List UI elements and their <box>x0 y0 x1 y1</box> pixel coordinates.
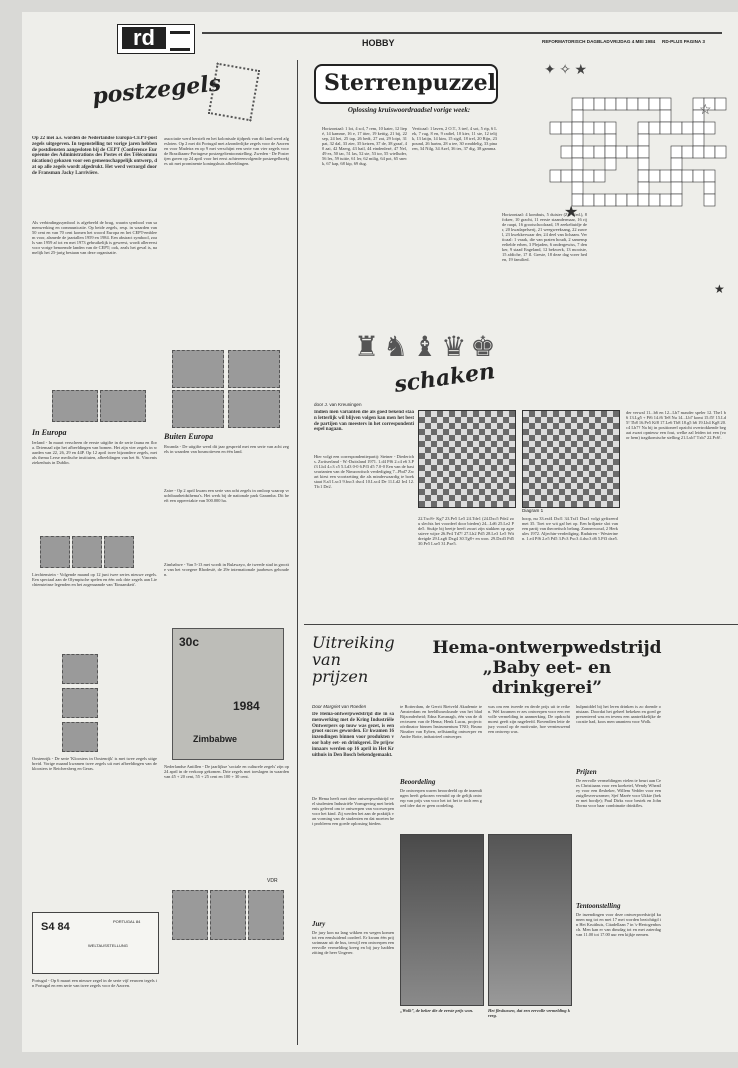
buiten-europa-heading: Buiten Europa <box>164 432 214 441</box>
puzzle-cell <box>649 170 660 182</box>
star-decoration-2: ☆ <box>699 103 712 118</box>
hema-col3: was om een tweede en derde prijs uit te reiken. Wel kwamen er zes ontwerpen voor een eervolle vermelding in aanmerking. De opdracht moest geeft zijn nageleefd. Bovendien lette de jury vooral op de motivatie, hoe vernieuwend een ontwerp was. <box>488 704 570 734</box>
puzzle-cell <box>649 98 660 110</box>
puzzle-cell <box>572 98 583 110</box>
stamp-liechtenstein-3 <box>62 722 98 752</box>
schaken-title: schaken <box>392 358 497 398</box>
cover-exhibition-text: WELTAUSSTELLUNG <box>88 943 128 948</box>
schaken-col1: Hier volgt een correspondentiepartij: Steiner - Diederichs. Zwitserland - W.-Duitsland 1971. 1.d4 Pf6 2.c4 e6 3.Pf3 Lb4 4.c3 c5 5.Ld3 0-0 6.Pf3 d5 7.0-0 Een van de basisvarianten van de Nimzowitsch verdediging 7...Pbd7 Zwart kiest een voortzetting die als minderwaardig te boek staat 8.a3 Lxc3 9.bxc3 dxc4 10.Lxc4 De 11.Ld2 Ie4 12.Tfc1 De2. <box>314 454 414 489</box>
stamp-sweden-4 <box>228 390 280 428</box>
jury-heading: Jury <box>312 920 326 928</box>
postzegels-body: Als verbindingssymbool is afgebeeld de brug, waarin symbool van samenwerking en communicatie. Op beide zegels, resp. in waarden van 50 cent en van 70 cent komen het woord Europa en het CEPT-embleem voor, alsmede de jaartallen 1959 en 1984. Een abstract symbool, zoals van 1959 af tot en met 1973 gebruikelijk is geweest, wordt allereerst voor vorige benoemde landen van de CEPT; ook, zeals het geval is, namelijk het 25-jarig bestaan van deze organisatie. <box>32 220 157 255</box>
puzzle-cell <box>660 110 671 122</box>
puzzle-cell <box>660 170 671 182</box>
portugal-text: Portugal - Op 6 maart een nieuwe zegel in de serie vijf eeuwen tegels in Portugal en een serie van twee zegels voor de Azoren. <box>32 978 157 988</box>
puzzle-cell <box>561 146 572 158</box>
puzzle-cell <box>704 122 715 134</box>
stamp-ireland-2 <box>72 536 102 568</box>
puzzle-cell <box>649 194 660 206</box>
puzzle-cell <box>550 170 561 182</box>
puzzle-cell <box>715 98 726 110</box>
schaken-col2: 22.Txc8+ Kg7 23.Pe5 Le5 24.Tde1 (24.Dxc5 Pde2 zou slechts het voordeel door bieden) 24...Ld6 25.Le2 Pde5. Stukje bij beetje heeft zwart zijn stukken op agressieve wijze 26.Pe4 Td7! 27.Lh2 Pd5 28.Le3 Le5 Wit dreigde 29.Lxg6 Dxg4 30.Tg8+ en won. 29.Dxd3 Pd5 30.Pe5 Lxe5 31.Pxe5. <box>418 516 514 546</box>
header-rule <box>202 32 722 34</box>
hema-body: De Hema heeft met deze ontwerpwedstrijd veel studenten Industriële Vormgeving met betekenis geleerd om te ontwerpen van voorwerpen voor het kind. Zij werden het aan de praktijk van vorming van de studenten en dat moeten het probleem een goede oplossing bieden. <box>312 796 394 826</box>
stamp-ireland-1 <box>40 536 70 568</box>
sterrenpuzzel-section <box>304 62 738 322</box>
puzzle-cell <box>638 98 649 110</box>
puzzle-cell <box>572 158 583 170</box>
puzzle-clues: Horizontaal: 4 kombuis, 5 duister (Zd. Ned.), 8 fokrer, 10 gracht, 11 eerste staandermaar, 16 rij de raapt, 16 grootschoolraad, 19 zeekeltuidje der, 20 kwadapelserij, 21 weegweeksang, 22 zuwel, 23 kwekkerwaar der, 24 deel van lichaam. Verticaal: 1 vraak, die van praten houdt, 2 samenspeeltelde erhen, 3 Plejaden, 6 ondergewiss, 7 denker, 9 staad Engeland, 12 bekwerk, 13 mooiste, 15 afdiche, 17 fl. Greste, 18 deze dag vorer heden, 19 familied. <box>502 212 587 262</box>
puzzle-cell <box>605 98 616 110</box>
puzzle-cell <box>572 146 583 158</box>
puzzle-cell <box>583 122 594 134</box>
puzzle-cell <box>572 122 583 134</box>
diagram-label: Diagram 1 <box>522 508 544 513</box>
zimbabwe-text: Zimbabwe - Van 5-13 mei wordt in Bulawayo, de tweede stad in grootte van het vroegere Rhodesië, de 29e internationale jaarbeurs gehouden. <box>164 562 289 577</box>
sterrenpuzzel-title: Sterrenpuzzel <box>324 70 496 96</box>
puzzle-cell <box>594 146 605 158</box>
hema-col4: hulpmiddel bij het leren drinken is zo doende ontstaan. Doordat het geheel bekeken en goed gepresenteerd was en tevens een aantrekkelijke decoratie had, koos men unaniem voor Wolk. <box>576 704 661 724</box>
puzzle-cell <box>693 146 704 158</box>
puzzle-cell <box>682 170 693 182</box>
star-decoration-4: ★ <box>714 282 725 296</box>
stamp-value-30c: 30c <box>179 635 200 649</box>
solution-vertical: Verticaal: 1 laven, 2 O.T., 3 tref, 4 sot, 5 rip, 6 Lek, 7 rug, 8 en, 9 radiel, 10 kier, 11 ste, 12 telijk, 13 latijn, 14 kim, 15 sigil, 18 trel, 20 Rijn, 23 pound, 26 hartm, 28 u tee, 30 ronddelig, 33 pinaren, 34 Nilg, 34 Azel, 36 tes, 37 dig, 38 gamma. <box>412 126 497 151</box>
puzzle-cell <box>704 146 715 158</box>
stamp-outline-decoration <box>208 63 260 122</box>
solution-heading: Oplossing kruiswoordraadsel vorige week: <box>347 106 471 114</box>
in-europa-heading: In Europa <box>32 428 67 437</box>
puzzle-cell <box>550 122 561 134</box>
cover-vertical-text: PORTUGAL 84 <box>113 919 141 924</box>
puzzle-cell <box>594 194 605 206</box>
puzzle-cell <box>594 170 605 182</box>
puzzle-cell <box>638 182 649 194</box>
puzzle-cell <box>671 146 682 158</box>
portugal-cover <box>32 912 159 974</box>
puzzle-cell <box>561 122 572 134</box>
cover-s84-mark: S4 84 <box>41 921 70 933</box>
puzzle-cell <box>693 134 704 146</box>
section-divider <box>304 624 738 625</box>
puzzle-cell <box>583 98 594 110</box>
stamp-sweden-3 <box>172 390 224 428</box>
puzzle-cell <box>572 170 583 182</box>
puzzle-cell <box>682 122 693 134</box>
stamp-sweden-2 <box>228 350 280 388</box>
prijzen-text: De eervolle vermeldingen vielen te beurt aan Cees Christiaans voor een koeketel, Wendy Wheatley voor een flesbeker, Willem Vedder voor een zuigflesverwarmer; Sjef Marée voor Ukkie (beker met bordje); Paul Dirks voor bestek en John Dorna voor baar combinatie drinkfles. <box>576 778 661 808</box>
postzegels-title: postzegels <box>90 70 223 110</box>
uitreiking-title-line1: Uitreiking <box>312 633 395 652</box>
puzzle-cell <box>693 170 704 182</box>
puzzle-cell <box>660 194 671 206</box>
puzzle-cell <box>715 146 726 158</box>
stamp-europa-2 <box>100 390 146 422</box>
stamp-ireland-3 <box>104 536 134 568</box>
puzzle-cell <box>561 170 572 182</box>
puzzle-cell <box>638 146 649 158</box>
zimbabwe-stamp-block <box>172 628 284 760</box>
chess-pieces-illustration: ♜♞♝♛♚ <box>354 332 500 363</box>
uitreiking-title-line3: prijzen <box>312 667 369 686</box>
solution-horizontal: Horizontaal: 1 lot, 4 sol, 7 rem, 10 kater, 12 liepé, 14 kamme, 16 e, 17 itter, 19 kettig, 21 bij, 22 sep, 24 hei, 25 tap, 26 bedt, 27 zat, 29 loipt, 31 pat, 32 dal, 33 zier, 35 keizen, 37 de, 38 graaf, 40 aai, 42 Maerg, 43 hail, 44 eindenlezé, 47 Nel, 49 ez, 50 tac, 51 las, 52 ste, 53 tor, 55 wielluder, 56 les, 59 tuitie, 61 ler, 62 milig, 64 pot, 65 sneck, 67 kap, 68 kip, 69 dug. <box>322 126 407 166</box>
header-bar <box>22 24 738 52</box>
stamp-europa-1 <box>52 390 98 422</box>
beoordeling-text: De ontwerpen waren beoordeeld op de inzendingen heeft gekozen vermitd op de gelijk ontwerp van prijs van voor het tot het te toch een goed idee dat er geen oordeling. <box>400 788 482 808</box>
stamp-country-zimbabwe: Zimbabwe <box>193 734 238 744</box>
rwanda-text: Rwanda - De uitgifte werd dit jaar gespreid met een serie van acht zegels in waarden van bosmotieven en één land. <box>164 444 289 454</box>
caption-flesbussen: Het flesbussen, dat een eervolle vermelding kreeg. <box>488 1008 570 1018</box>
postzegels-section <box>32 60 292 1045</box>
puzzle-cell <box>627 98 638 110</box>
puzzle-cell <box>572 134 583 146</box>
caption-wolk: „Wolk”, de beker die de eerste prijs won. <box>400 1008 474 1013</box>
hema-lead: De Hema-ontwerpwedstrijd die in samenwerking met de Kring Industriële Ontwerpers op touw was gezet, is een groot succes geworden. Er kwamen 16 inzendingen binnen voor produkten voor baby eet- en drinkgerei. De prijswinnaars werden op 16 april in Het Kruithuis in Den Bosch bekendgemaakt. <box>312 712 394 758</box>
puzzle-cell <box>605 158 616 170</box>
chess-diagram-1 <box>418 410 516 508</box>
hema-author: Door Margriet van Roeden <box>312 704 367 709</box>
postzegels-col2: associatie werd herstelt en het kolonisale tijdperk van dit land werd afgesloten. Op 2 mei dit Portugal met afzonderlijke zegels voor de Azoren en voor Madeira en op 9 mei verschijnt een serie van vier zegels voor de Braziliaans-Portugese postzegeltentoonstelling. Zweden - De Posterijen gaven op 24 april voor het eerst achtereenvolgende postzegelboekjes uit met prominente koningshuis afbeeldingen. <box>164 136 289 166</box>
stamp-antillen-1 <box>172 890 208 940</box>
publication-name: REFORMATORISCH DAGBLAD <box>542 39 610 44</box>
puzzle-cell <box>627 146 638 158</box>
puzzle-cell <box>605 122 616 134</box>
tentoonstelling-text: De inzendingen voor deze ontwerpwedstrijd kunnen nog tot en met 17 mei worden bezichtigd in Het Kruithuis, Citadellaan 7 in 's-Hertogenbosch. Men kan er van dinsdag tot en met zaterdag van 11.00 tot 17.00 uur een kijkje nemen. <box>576 912 661 937</box>
puzzle-cell <box>704 194 715 206</box>
jury-text: De jury kon na lang wikken en wegen komen tot een eensluidend oordeel. Er kwam één prijswinnaar uit de bus, terwijl een ontwerpen een eervolle vermelding kreeg en bij jury hadden zitting de heer Ungerer. <box>312 930 394 955</box>
puzzle-cell <box>583 194 594 206</box>
oostenrijk-text: Oostenrijk - De serie 'Kloosters in Oostenrijk' is met twee zegels uitgebreid. Vorige maand kwamen twee zegels uit met afbeeldingen van de kloosters te Reichersberg en Geras. <box>32 756 157 771</box>
puzzle-cell <box>616 194 627 206</box>
stamp-liechtenstein-2 <box>62 688 98 718</box>
puzzle-cell <box>704 182 715 194</box>
hema-headline: Hema-ontwerpwedstrijd „Baby eet- en drinkgerei” <box>432 638 662 698</box>
stamp-liechtenstein-1 <box>62 654 98 684</box>
antillen-text: Nederlandse Antillen - De jaarlijkse 'sociale en culturele zegels' zijn op 24 april in de verkoop gekomen. Drie zegels met toeslagen in waarden van 45 + 20 cent, 55 + 25 cent en 100 + 30 cent. <box>164 764 289 779</box>
photo-wolk-beker <box>400 834 484 1006</box>
in-europa-text: Ierland - In maart verscheen de eerste uitgifte in de serie fauna en flora. Driemaal zijn het afbeeldingen van bomen. Het zijn vier zegels in waarden van 22, 26, 29 en 44P. Op 12 april twee bijzondere zegels, met als thema Lerse medische instituten, afbeeldingen van het St. Vincents ziekenhuis in Dublin. <box>32 440 157 465</box>
logo-text: rd <box>122 27 166 49</box>
puzzle-cell <box>682 146 693 158</box>
zaire-text: Zaire - Op 2 april kwam een serie van acht zegels in omloop waarop vruchtbaarheidsthema's. Het werk bij de nationale park Garamba. Dit heeft een opperviakte van 500.000 ha. <box>164 488 289 503</box>
puzzle-cell <box>594 98 605 110</box>
star-decoration: ✦ ✧ ★ <box>544 63 588 78</box>
puzzle-cell <box>616 146 627 158</box>
stamp-year-1984: 1984 <box>233 699 260 713</box>
star-decoration-3: ★ <box>564 204 579 221</box>
newspaper-page <box>22 12 738 1052</box>
puzzle-cell <box>627 194 638 206</box>
schaken-lead: Indien men varianten die als goed bekend staan letterlijk wil blijven volgen kan men het best de partijen van meesters in het correspondentiespel nagaan. <box>314 410 414 433</box>
hema-col2: te Rotterdam, de Gerrit Rietveld Akademie te Amsterdam en beeldhouwkunde van het blad Bijzonderheid; Edna Kavanagh, één van de directeuren van de Hema; Henk Lucas, projectcoördinator binnen Instrumentum TNO; Bruno Ninaber van Eyben, zelfstandig ontwerper en Andre Rotte, industrieel ontwerper. <box>400 704 482 739</box>
stamp-antillen-3 <box>248 890 284 940</box>
puzzle-cell <box>605 134 616 146</box>
beoordeling-heading: Beoordeling <box>400 778 436 786</box>
puzzle-cell <box>638 134 649 146</box>
puzzle-cell <box>671 170 682 182</box>
uitreiking-title-line2: van <box>312 650 341 669</box>
puzzle-cell <box>638 170 649 182</box>
photo-flesbussen <box>488 834 572 1006</box>
puzzle-cell <box>572 182 583 194</box>
puzzle-cell <box>693 122 704 134</box>
postzegels-title-banner <box>32 60 287 130</box>
puzzle-cell <box>671 158 682 170</box>
puzzle-cell <box>660 98 671 110</box>
stamp-sweden-1 <box>172 350 224 388</box>
uitreiking-section <box>304 628 738 1048</box>
puzzle-cell <box>638 122 649 134</box>
puzzle-cell <box>572 110 583 122</box>
postzegels-lead: Op 22 mei a.s. worden de Nederlandse Europa-CEPT-postzegels uitgegeven. In tegenstelling tot vorige jaren hebben de postdiensten aangesloten bij de CEPT (Conference Européenne des Administrations des Postes et des Télécommunications) gekozen voor een gemeenschappelijk ontwerp, dat op alle zegels wordt afgedrukt. Het werd verzorgd door de Fransman Jacky Larrivière. <box>32 136 157 176</box>
puzzle-cell <box>616 98 627 110</box>
puzzle-cell <box>594 122 605 134</box>
uitreiking-title <box>312 634 402 685</box>
column-divider <box>297 60 298 1045</box>
puzzle-cell <box>605 194 616 206</box>
puzzle-cell <box>638 194 649 206</box>
puzzle-cell <box>638 158 649 170</box>
puzzle-cell <box>671 182 682 194</box>
puzzle-cell <box>583 146 594 158</box>
liechtenstein-text: Liechtenstein - Volgende maand op 12 juni twee series nieuwe zegels. Een speciaal aan de Olympische spelen en één ook drie zegels aan Liechtensteinse legenden en het zogenaamde van 'Einsamkeit'. <box>32 572 157 587</box>
tentoonstelling-heading: Tentoonstelling <box>576 902 621 910</box>
schaken-col4: der verwal 11...b6 en 12...Lb7 maxder speler 12. The1 b6 13.Lg5 + Pf6 14.f6 Te8 Nu 14...Lb7 komt 15.f5! 15.Ld5! Tb8 16.Pe5 Kf8 17.Le6 Tb8 18.g5 h6 19.Lh4 Kg8 20.c4 Lb7? Na bij in positioneel opzicht overtrokkende begaat zwart opnieuw een fout, welke zal leiden tot een (voor hem) tragikomische stelling 21.Lxb7 Txb7 22.Pc6!. <box>626 410 726 440</box>
section-title: HOBBY <box>362 38 395 48</box>
puzzle-cell <box>605 146 616 158</box>
signature-vdr: VDR <box>267 878 278 884</box>
puzzle-cell <box>660 122 671 134</box>
dateline: VRIJDAG 4 MEI 1984 <box>610 39 656 44</box>
schaken-author: door J. van Kreuningen <box>314 402 362 407</box>
logo-cross-decoration <box>170 31 190 51</box>
puzzle-cell <box>649 122 660 134</box>
schaken-col3: hoop, nu 33.exf4 Dxf1 34.Txf1 Dxa1 volgt gefixeerd met 35. Toet we wit gaf het op. Een briljante slot van een partij van theoretisch belang. Zonnerwoud, 2 Herkules 1972. Aljechin-verdediging. Raduiren - Westerinen. 1.e4 Pf6 2.e5 Pd5 3.Pc3 Pxc3 4.dxc3 d6 5.Pf3 dxe5. <box>522 516 618 541</box>
rd-logo <box>117 24 195 54</box>
stamp-antillen-2 <box>210 890 246 940</box>
puzzle-cell <box>671 194 682 206</box>
page-ref: RD-PLUS PAGINA 3 <box>662 39 705 44</box>
prijzen-heading: Prijzen <box>576 768 597 776</box>
chess-diagram-2 <box>522 410 620 508</box>
sterrenpuzzel-title-box <box>314 64 498 104</box>
puzzle-cell <box>671 122 682 134</box>
puzzle-cell <box>583 170 594 182</box>
schaken-section <box>304 330 738 620</box>
puzzle-cell <box>704 170 715 182</box>
